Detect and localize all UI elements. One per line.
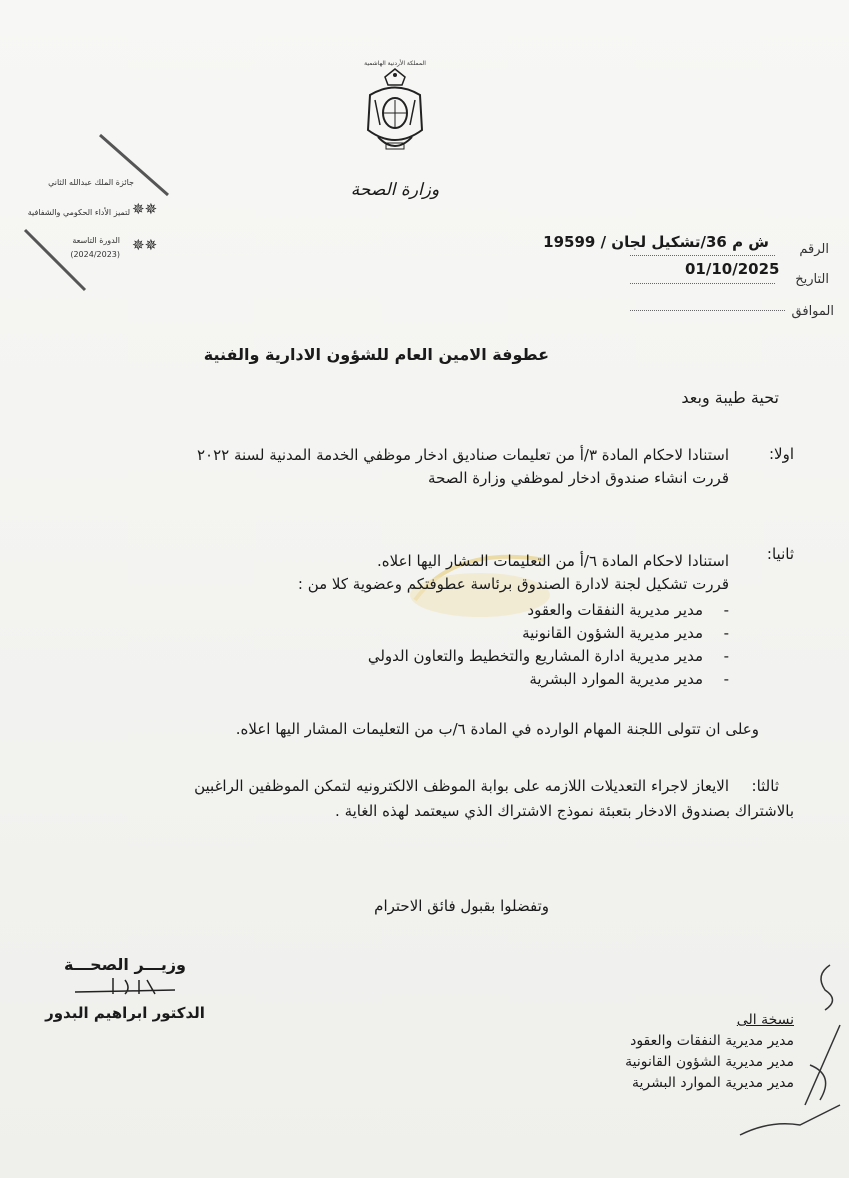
list-item: -مدير مديرية الموارد البشرية xyxy=(529,670,729,688)
svg-text:المملكة الأردنية الهاشمية: المملكة الأردنية الهاشمية xyxy=(364,60,426,67)
greeting: تحية طيبة وبعد xyxy=(681,388,779,407)
third-line-1: الايعاز لاجراء التعديلات اللازمه على بوابة الموظف الالكترونيه لتمكن الموظفين الراغبين xyxy=(194,777,729,795)
first-paragraph xyxy=(109,444,729,490)
first-line-2: قررت انشاء صندوق ادخار لموظفي وزارة الصحة xyxy=(428,469,729,487)
award-line-4: (2024/2023) xyxy=(70,250,120,259)
ref-dotted-line xyxy=(630,255,775,256)
closing: وتفضلوا بقبول فائق الاحترام xyxy=(374,897,549,915)
copies-label: نسخة الى xyxy=(736,1012,794,1028)
list-item: -مدير مديرية النفقات والعقود xyxy=(527,601,729,619)
third-label: ثالثا: xyxy=(751,777,779,795)
signature-name: الدكتور ابراهيم البدور xyxy=(45,1004,205,1022)
signature-scribble-icon xyxy=(65,974,185,1000)
signature-title: وزيـــر الصحـــة xyxy=(64,955,186,974)
corr-dotted-line xyxy=(630,310,785,311)
list-item: مدير مديرية الموارد البشرية xyxy=(631,1075,794,1091)
coat-of-arms-icon xyxy=(350,55,440,165)
ref-label: الرقم xyxy=(799,242,829,257)
award-line-1: جائزة الملك عبدالله الثاني xyxy=(48,178,134,187)
first-line-1: استنادا لاحكام المادة ٣/أ من تعليمات صناديق ادخار موظفي الخدمة المدنية لسنة ٢٠٢٢ xyxy=(196,446,729,464)
svg-text:✵✵: ✵✵ xyxy=(132,200,158,218)
signature-block xyxy=(40,955,210,1022)
second-line-2: قررت تشكيل لجنة لادارة الصندوق برئاسة عطوفتكم وعضوية كلا من : xyxy=(297,575,729,593)
date-dotted-line xyxy=(630,283,775,284)
award-line-2: لتميز الأداء الحكومي والشفافية xyxy=(27,208,130,217)
list-item: مدير مديرية الشؤون القانونية xyxy=(625,1054,794,1070)
second-line-1: استنادا لاحكام المادة ٦/أ من التعليمات المشار اليها اعلاه. xyxy=(377,552,729,570)
second-paragraph xyxy=(89,550,729,596)
svg-text:✵✵: ✵✵ xyxy=(132,236,158,254)
first-label: اولا: xyxy=(768,445,794,463)
third-line-2: بالاشتراك بصندوق الادخار بتعبئة نموذج الاشتراك الذي سيعتمد لهذه الغاية . xyxy=(335,802,794,820)
handwritten-annotation-icon xyxy=(730,955,845,1150)
list-item: مدير مديرية النفقات والعقود xyxy=(630,1033,794,1049)
second-label: ثانيا: xyxy=(766,545,794,563)
ministry-name: وزارة الصحة xyxy=(350,180,440,200)
ref-value: ش م 36/تشكيل لجان / 19599 xyxy=(543,233,769,251)
award-line-3: الدورة التاسعة xyxy=(72,236,120,245)
date-label: التاريخ xyxy=(795,272,829,287)
second-closing: وعلى ان تتولى اللجنة المهام الوارده في المادة ٦/ب من التعليمات المشار اليها اعلاه. xyxy=(235,720,759,738)
list-item: -مدير مديرية الشؤون القانونية xyxy=(522,624,729,642)
award-stamp xyxy=(20,130,180,300)
members-list xyxy=(89,599,729,691)
addressee: عطوفة الامين العام للشؤون الادارية والفنية xyxy=(203,345,549,364)
date-value: 01/10/2025 xyxy=(685,260,780,278)
list-item: -مدير مديرية ادارة المشاريع والتخطيط والتعاون الدولي xyxy=(367,647,729,665)
corr-label: الموافق xyxy=(791,304,834,319)
